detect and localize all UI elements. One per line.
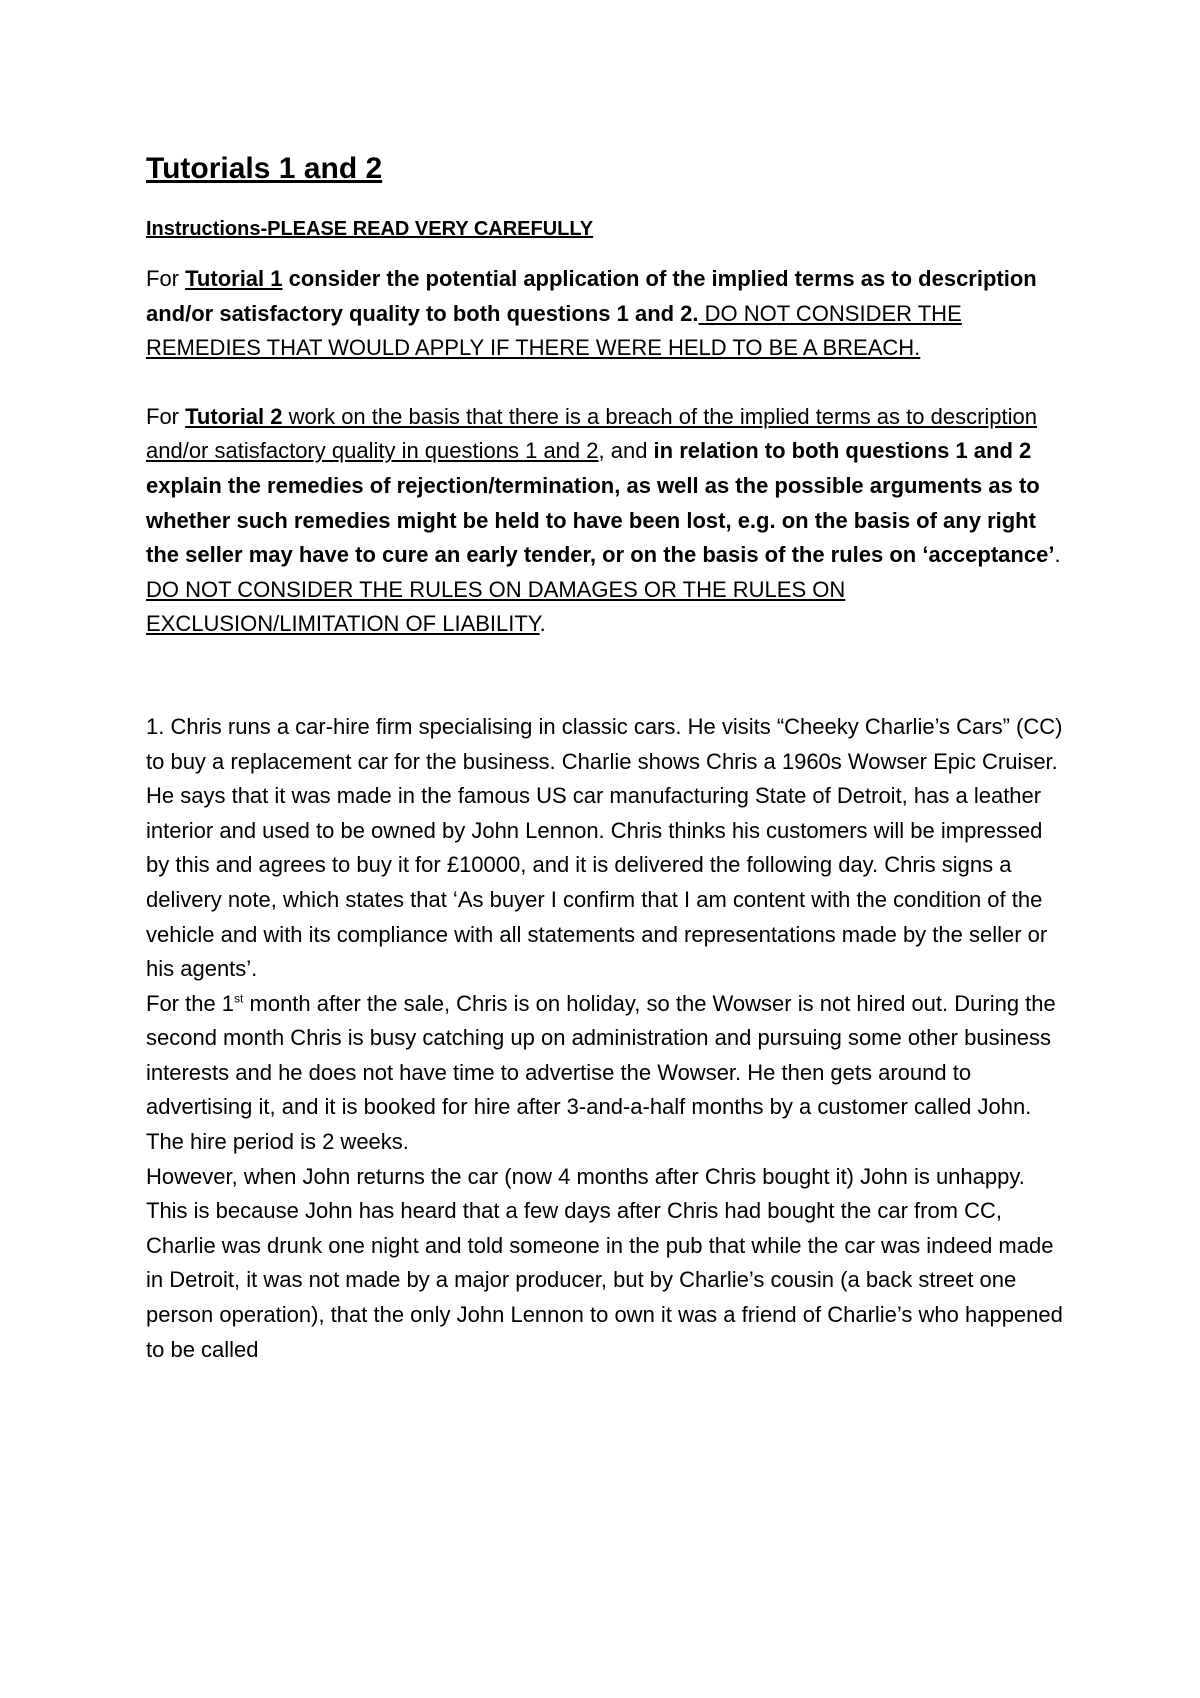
document-page [146, 150, 1066, 1367]
tutorial-2-period: . [1054, 542, 1061, 568]
tutorial-2-warning: DO NOT CONSIDER THE RULES ON DAMAGES OR THE RULES ON EXCLUSION/LIMITATION OF LIABILITY [146, 576, 846, 637]
tutorial-2-prefix: For [146, 403, 186, 429]
tutorial-2-comma: , and [598, 438, 648, 464]
question-1-paragraph-2-rest: month after the sale, Chris is on holiday, so the Wowser is not hired out. During the second month Chris is busy catching up on administration and pursuing some other business interests and he does not have time to advertise the Wowser. He then gets around to advertising it, and it is booked for hire after 3-and-a-half months by a customer called John. The hire period is 2 weeks. [146, 990, 1056, 1155]
question-1-paragraph-2-start: For the 1 [146, 990, 235, 1016]
tutorial-2-end: . [539, 611, 546, 637]
tutorial-2-instructions [146, 400, 1066, 642]
question-1-paragraph-1: 1. Chris runs a car-hire firm specialising in classic cars. He visits “Cheeky Charlie’s Cars” (CC) to buy a replacement car for the business. Charlie shows Chris a 1960s Wowser Epic Cruiser. He says that it was made in the famous US car manufacturing State of Detroit, has a leather interior and used to be owned by John Lennon. Chris thinks his customers will be impressed by this and agrees to buy it for £10000, and it is delivered the following day. Chris signs a delivery note, which states that ‘As buyer I confirm that I am content with the condition of the vehicle and with its compliance with all statements and representations made by the seller or his agents’. [146, 713, 1063, 982]
tutorial-2-bold-text: in relation to both questions 1 and 2 explain the remedies of rejection/termination, as well as the possible arguments as to whether such remedies might be held to have been lost, e.g. on the basis of any right the seller may have to cure an early tender, or on the basis of the rules on ‘acceptance’ [146, 438, 1055, 568]
tutorial-1-text: consider the potential application of the implied terms as to description and/or satisfactory quality to both questions 1 and 2. [146, 266, 1037, 326]
ordinal-suffix: st [234, 991, 244, 1006]
tutorial-1-label: Tutorial 1 [185, 266, 283, 291]
tutorial-2-label: Tutorial 2 [185, 403, 283, 429]
question-1-paragraph-3: However, when John returns the car (now 4 months after Chris bought it) John is unhappy. This is because John has heard that a few days after Chris had bought the car from CC, Charlie was drunk one night and told someone in the pub that while the car was indeed made in Detroit, it was not made by a major producer, but by Charlie’s cousin (a back street one person operation), that the only John Lennon to own it was a friend of Charlie’s who happened to be called [146, 1163, 1063, 1362]
tutorial-1-warning: DO NOT CONSIDER THE REMEDIES THAT WOULD APPLY IF THERE WERE HELD TO BE A BREACH. [146, 300, 962, 361]
tutorial-2-underlined-text: work on the basis that there is a breach of the implied terms as to description and/or satisfactory quality in questions 1 and 2 [146, 403, 1038, 464]
tutorial-1-instructions [146, 262, 1066, 366]
instructions-heading: Instructions-PLEASE READ VERY CAREFULLY [146, 218, 594, 240]
page-title: Tutorials 1 and 2 [146, 152, 383, 185]
tutorial-1-prefix: For [146, 266, 186, 291]
question-1-paragraph-2 [146, 987, 1066, 1160]
blank-line [146, 676, 1066, 710]
